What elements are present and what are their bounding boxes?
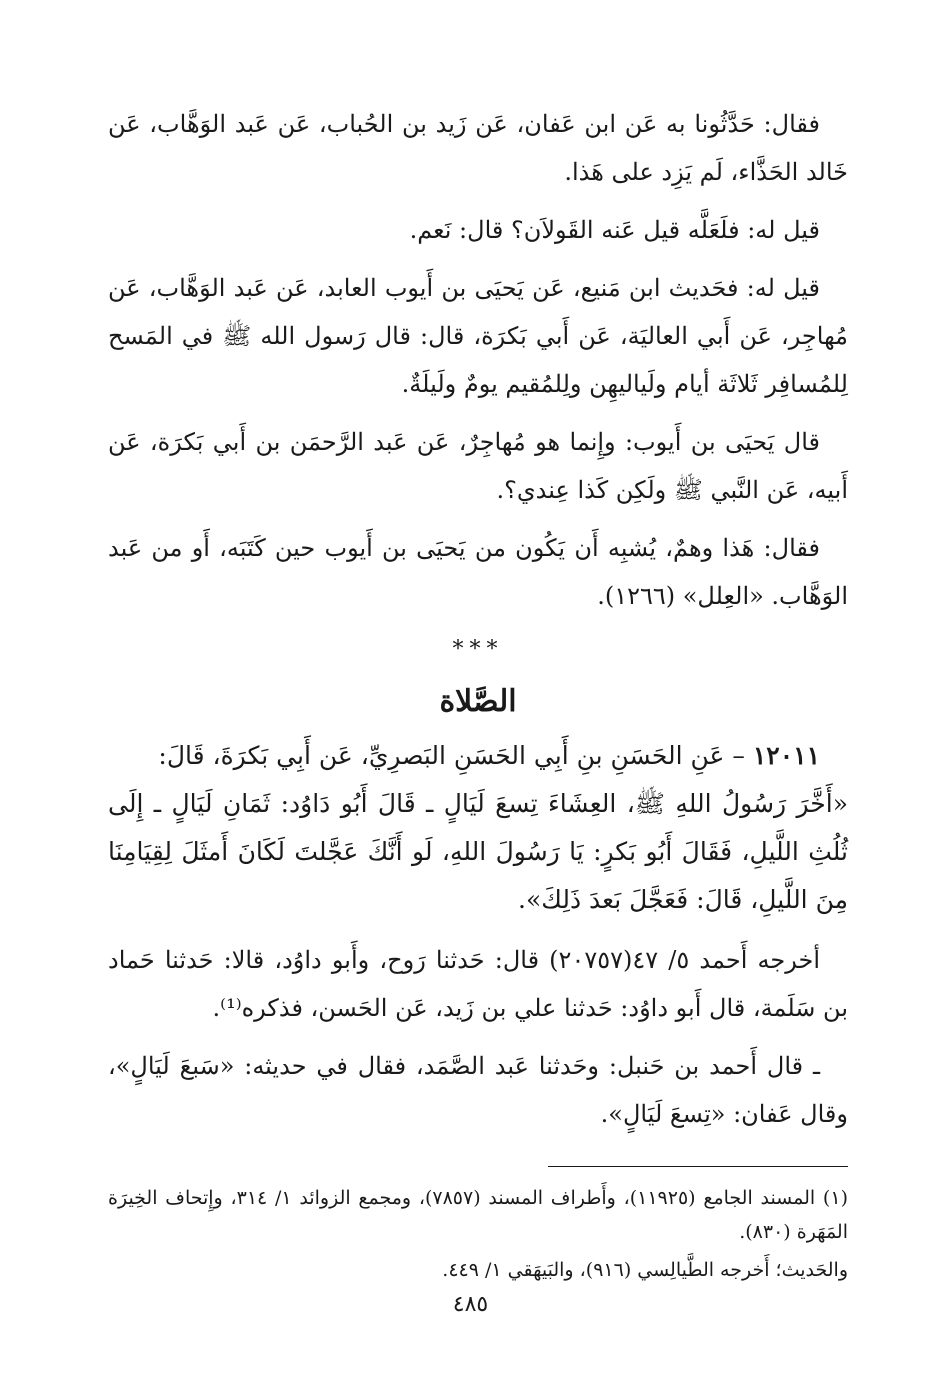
- section-title: الصَّلاة: [439, 684, 517, 719]
- paragraph-2: قيل له: فلَعَلَّه قيل عَنه القَولاَن؟ قال: نَعم.: [409, 216, 820, 244]
- section-separator: ***: [452, 637, 504, 662]
- hadith-text: «أَخَّرَ رَسُولُ اللهِ ﷺ، العِشَاءَ تِسعَ لَيَالٍ ـ قَالَ أَبُو دَاوُد: ثَمَانِ لَيَالٍ ـ إِلَى ثُلُثِ اللَّيلِ، فَقَالَ أَبُو بَكرٍ: يَا رَسُولَ اللهِ، لَو أَنَّكَ عَجَّلتَ لَكَانَ أَمثَلَ لِقِيَامِنَا مِنَ اللَّيلِ، قَالَ: فَعَجَّلَ بَعدَ ذَلِكَ».: [108, 789, 848, 914]
- page-body: [108, 100, 848, 1291]
- paragraph-5: فقال: هَذا وهمٌ، يُشبِه أَن يَكُون من يَحيَى بن أَيوب حين كَتَبَه، أَو من عَبد الوَهَّاب. «العِلل» (١٢٦٦).: [108, 534, 848, 610]
- variant-paragraph: ـ قال أَحمد بن حَنبل: وحَدثنا عَبد الصَّمَد، فقال في حديثه: «سَبعَ لَيَالٍ»، وقال عَفان: «تِسعَ لَيَالٍ».: [108, 1052, 848, 1128]
- paragraph-1: فقال: حَدَّثُونا به عَن ابن عَفان، عَن زَيد بن الحُباب، عَن عَبد الوَهَّاب، عَن خَالد الحَذَّاء، لَم يَزِد على هَذا.: [108, 110, 848, 186]
- paragraph-3: قيل له: فحَديث ابن مَنيع، عَن يَحيَى بن أَيوب العابد، عَن عَبد الوَهَّاب، عَن مُهاجِر، عَن أَبي العاليَة، عَن أَبي بَكرَة، قال: قال رَسول الله ﷺ في المَسح لِلمُسافِر ثَلاثَة أيام ولَياليهِن ولِلمُقيم يومٌ ولَيلَةٌ.: [108, 274, 848, 398]
- hadith-entry: [108, 732, 848, 924]
- footnote-divider: [548, 1166, 848, 1167]
- hadith-chain: – عَنِ الحَسَنِ بنِ أَبِي الحَسَنِ البَصرِيِّ، عَن أَبِي بَكرَةَ، قَالَ:: [158, 741, 745, 770]
- hadith-header: [108, 732, 848, 780]
- hadith-number: ١٢٠١١: [752, 741, 820, 770]
- footnote-1: (١) المسند الجامع (١١٩٢٥)، وأَطراف المسند (٧٨٥٧)، ومجمع الزوائد ١/ ٣١٤، وإِتحاف الخِيرَة المَهَرة (٨٣٠).: [108, 1187, 848, 1243]
- page-number: ٤٨٥: [452, 1292, 489, 1317]
- footnote-2: والحَديث؛ أَخرجه الطَّيالِسي (٩١٦)، والبَيهَقي ١/ ٤٤٩.: [442, 1259, 848, 1281]
- paragraph-4: قال يَحيَى بن أَيوب: وإِنما هو مُهاجِرٌ، عَن عَبد الرَّحمَن بن أَبي بَكرَة، عَن أَبيه، عَن النَّبي ﷺ ولَكِن كَذا عِندي؟.: [108, 428, 848, 504]
- takhrij-paragraph: أخرجه أَحمد ٥/ ٤٧(٢٠٧٥٧) قال: حَدثنا رَوح، وأَبو داوُد، قالا: حَدثنا حَماد بن سَلَمة، قال أَبو داوُد: حَدثنا علي بن زَيد، عَن الحَسن، فذكره⁽¹⁾.: [108, 946, 848, 1022]
